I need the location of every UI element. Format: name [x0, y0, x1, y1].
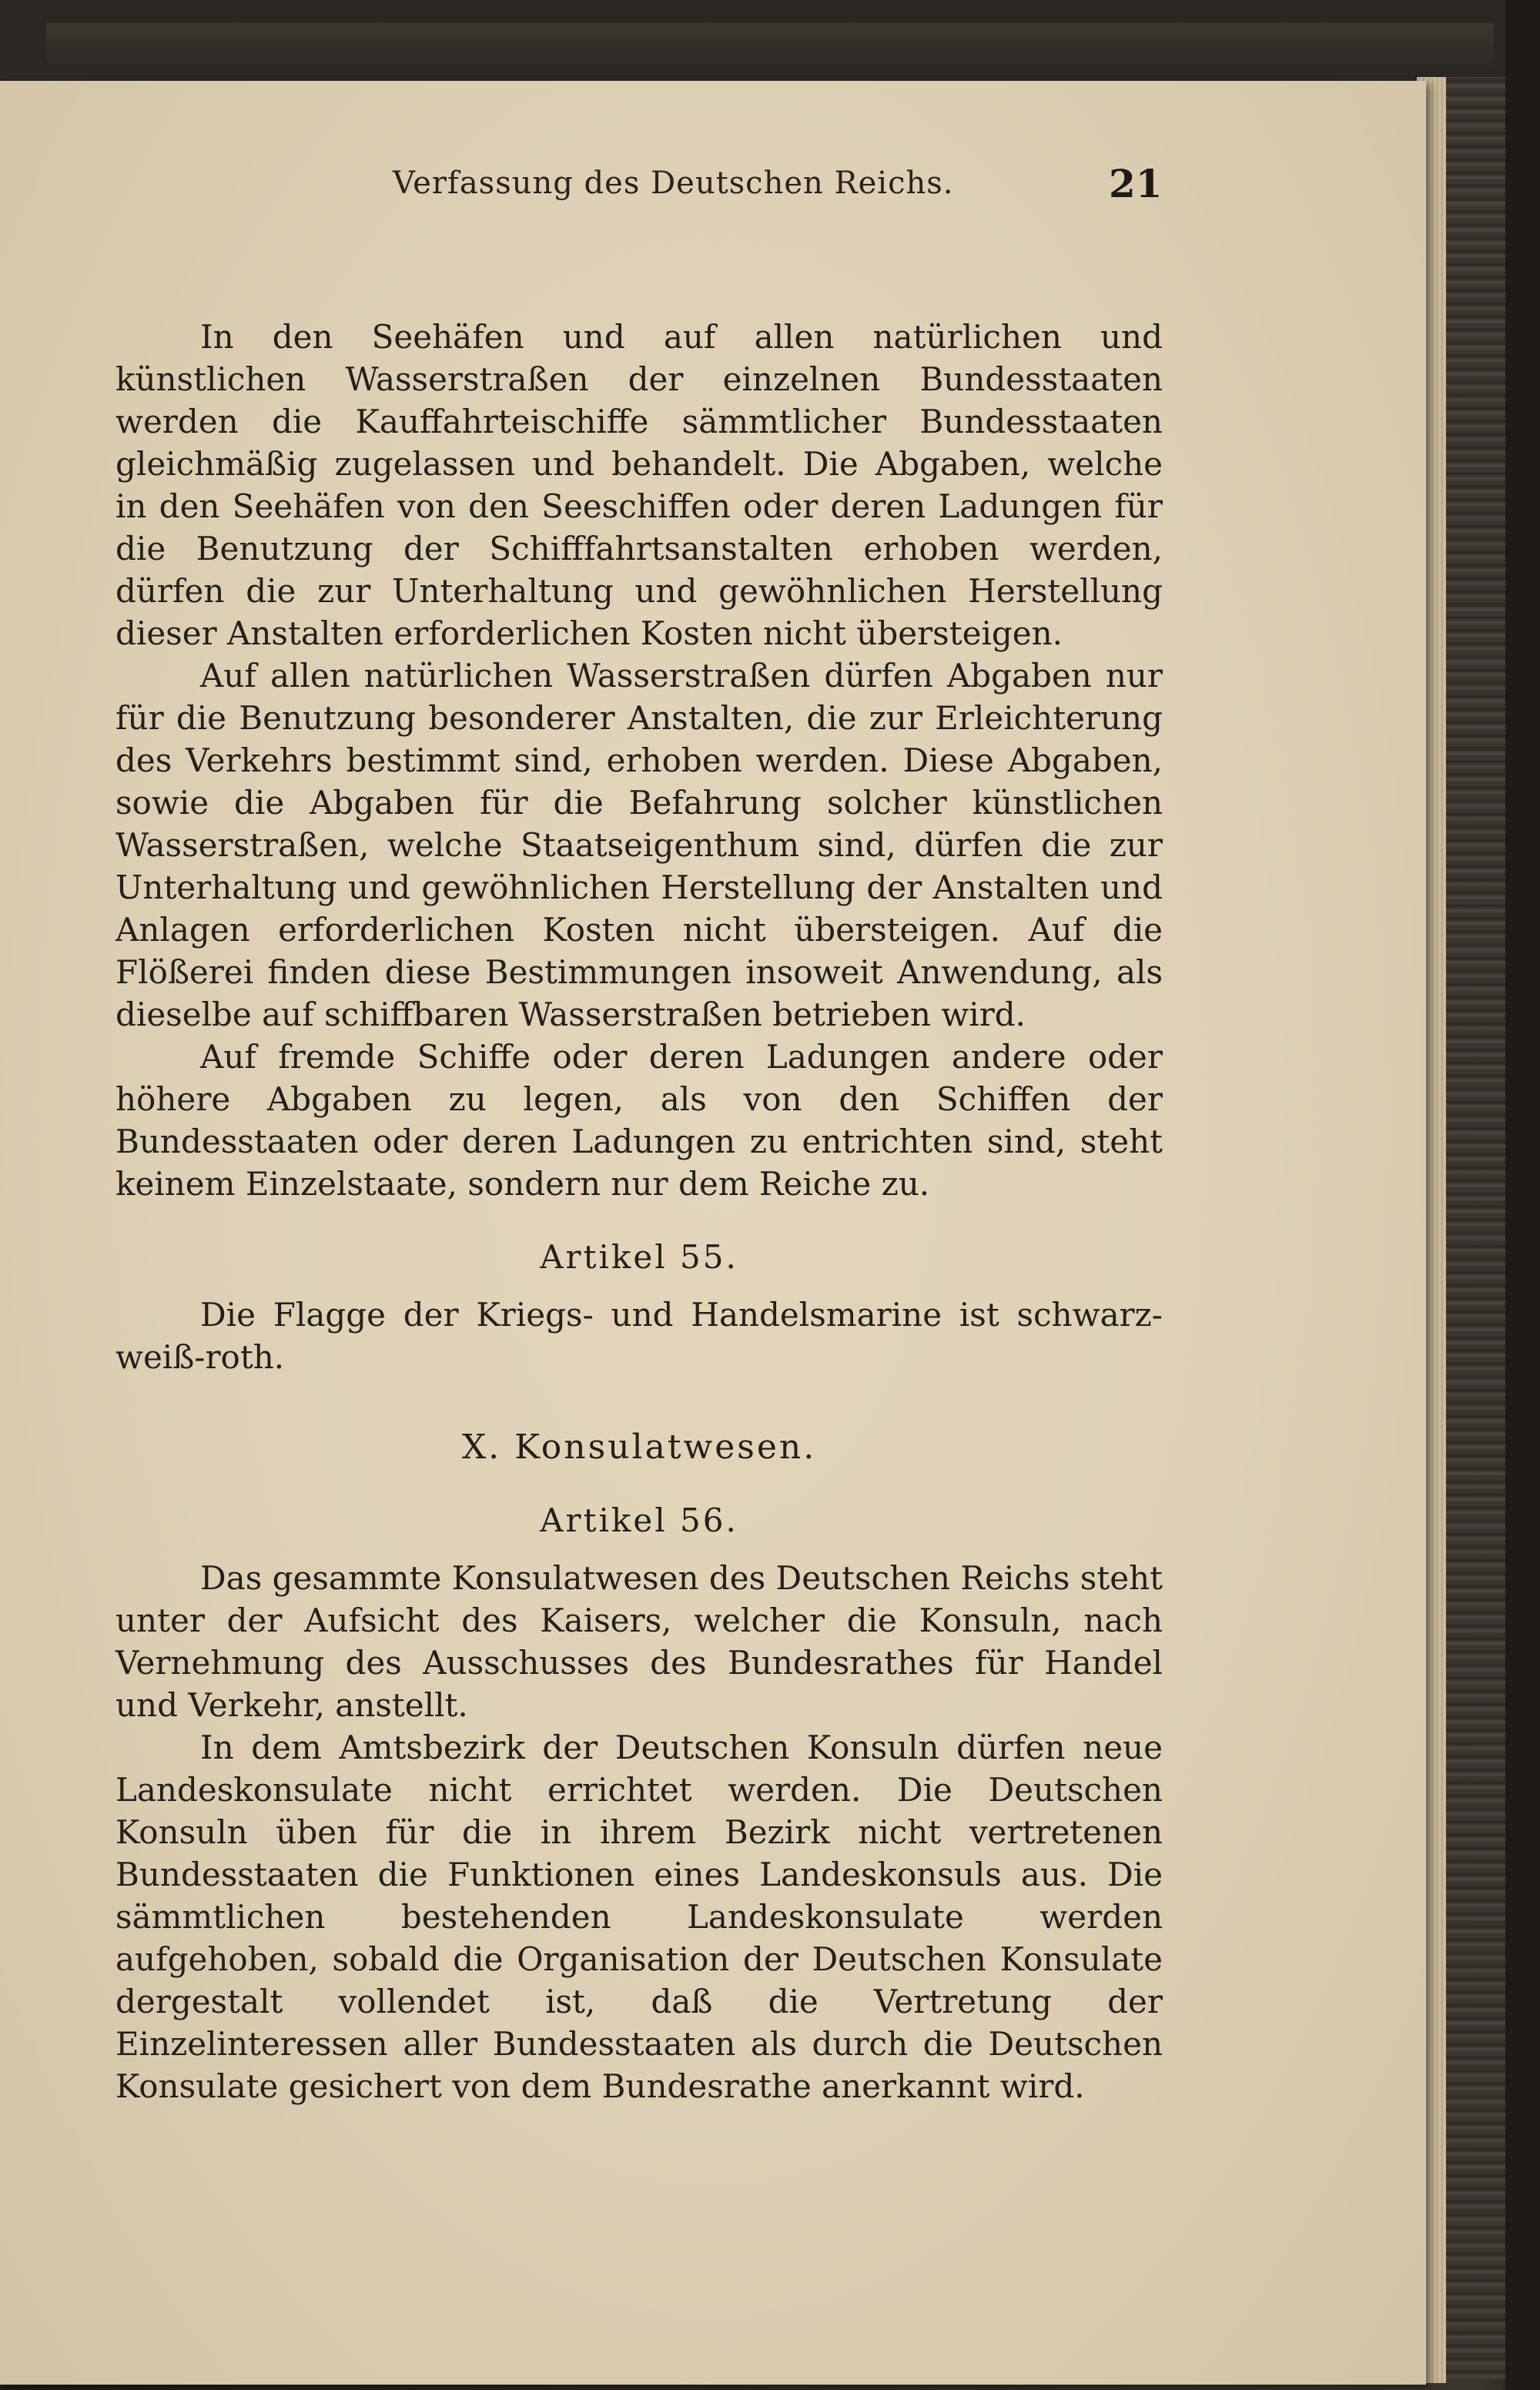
page-body [116, 316, 1163, 2107]
paragraph-landeskonsulate: In dem Amtsbezirk der Deutschen Konsuln dürfen neue Landeskonsulate nicht errichtet werden. Die Deutschen Konsuln üben für die in ihrem Bezirk nicht vertretenen Bundesstaaten die Funktionen eines Landeskonsuls aus. Die sämmtlichen bestehenden Landeskonsulate werden aufgehoben, sobald die Organisation der Deutschen Konsulate dergestalt vollendet ist, daß die Vertretung der Einzelinteressen aller Bundesstaaten als durch die Deutschen Konsulate gesichert von dem Bundesrathe anerkannt wird. [116, 1729, 1163, 2105]
page-header [0, 161, 1426, 243]
paragraph-wasserstrassen: Auf allen natürlichen Wasserstraßen dürfen Abgaben nur für die Benutzung besonderer Anstalten, die zur Erleichterung des Verkehrs bestimmt sind, erhoben werden. Diese Abgaben, sowie die Abgaben für die Befahrung solcher künstlichen Wasserstraßen, welche Staatseigenthum sind, dürfen die zur Unterhaltung und gewöhnlichen Herstellung der Anstalten und Anlagen erforderlichen Kosten nicht übersteigen. Auf die Flößerei finden diese Bestimmungen insoweit Anwendung, als dieselbe auf schiffbaren Wasserstraßen betrieben wird. [116, 657, 1163, 1033]
running-head: Verfassung des Deutschen Reichs. [393, 166, 954, 201]
paragraph-konsulatwesen: Das gesammte Konsulatwesen des Deutschen Reichs steht unter der Aufsicht des Kaisers, welcher die Konsuln, nach Vernehmung des Ausschusses des Bundesrathes für Handel und Verkehr, anstellt. [116, 1559, 1163, 1724]
article-55-heading: Artikel 55. [540, 1238, 738, 1276]
page-number: 21 [1109, 161, 1163, 206]
cover-top-band [46, 23, 1494, 77]
paragraph-fremde-schiffe: Auf fremde Schiffe oder deren Ladungen andere oder höhere Abgaben zu legen, als von den Schiffen der Bundesstaaten oder deren Ladungen zu entrichten sind, steht keinem Einzelstaate, sondern nur dem Reiche zu. [116, 1038, 1163, 1203]
paragraph-seehaefen: In den Seehäfen und auf allen natürlichen und künstlichen Wasserstraßen der einzelnen Bundesstaaten werden die Kauffahrteischiffe sämmtlicher Bundesstaaten gleichmäßig zugelassen und behandelt. Die Abgaben, welche in den Seehäfen von den Seeschiffen oder deren Ladungen für die Benutzung der Schifffahrtsanstalten erhoben werden, dürfen die zur Unterhaltung und gewöhnlichen Herstellung dieser Anstalten erforderlichen Kosten nicht übersteigen. [116, 318, 1163, 652]
paragraph-flagge: Die Flagge der Kriegs- und Handelsmarine ist schwarz-weiß-roth. [116, 1296, 1163, 1376]
section-x-heading: X. Konsulatwesen. [461, 1428, 817, 1467]
cover-right-edge [1440, 77, 1509, 2379]
article-56-heading: Artikel 56. [540, 1501, 738, 1539]
cover-spine-shadow [1505, 0, 1540, 2390]
